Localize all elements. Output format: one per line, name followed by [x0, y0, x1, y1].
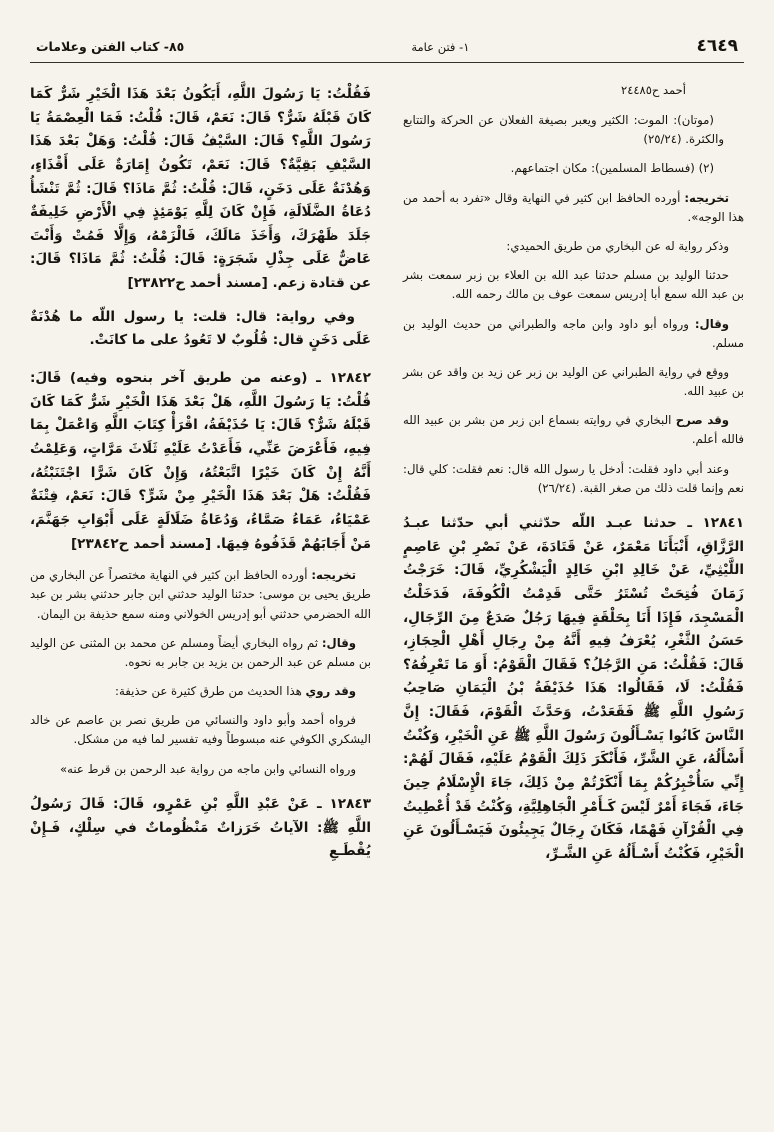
paragraph-lead: تخريجه:	[684, 190, 730, 205]
section-title: ١- فتن عامة	[411, 40, 470, 54]
source-reference	[403, 83, 744, 97]
paragraph-text: ووقع في رواية الطبراني عن الوليد بن زبر عن زيد بن واقد عن بشر بن عبيد الله.	[403, 364, 744, 399]
note-paragraph	[30, 711, 371, 749]
paragraph-text: أحمد ح٢٤٤٨٥	[621, 83, 686, 97]
book-title: ٨٥- كتاب الفتن وعلامات	[36, 39, 185, 54]
paragraph-text: أورده الحافظ ابن كثير في النهاية مختصراً عن البخاري من طريق يحيى بن موسى: حدثنا الوليد حدثني ابن جابر حدثني بشر بن عبد الله الحضرمي حدثني أبو إدريس الخولاني ومنه سمع حذيفة بن اليمان.	[30, 568, 371, 621]
isnad-paragraph	[403, 266, 744, 304]
paragraph-text: فَقُلْتُ: يَا رَسُولَ اللَّهِ، أَيَكُونُ بَعْدَ هَذَا الْخَيْرِ شَرٌّ كَمَا كَانَ قَبْلَهُ شَرٌّ؟ قَالَ: نَعَمْ، قَالَ: قُلْتُ: فَمَا الْعِصْمَةُ يَا رَسُولَ اللَّهِ؟ قَالَ: السَّيْفُ قَالَ: قُلْتُ: وَهَلْ بَعْدَ هَذَا السَّيْفِ بَقِيَّةٌ؟ قَالَ: نَعَمْ، تَكُونُ إِمَارَةٌ عَلَى أَقْذَاءٍ، وَهُدْنَةٌ عَلَى دَخَنٍ، قَالَ: قُلْتُ: ثُمَّ مَاذَا؟ قَالَ: ثُمَّ تَنْشَأُ دُعَاةُ الضَّلَالَةِ، فَإِنْ كَانَ لِلَّهِ يَوْمَئِذٍ فِي الْأَرْضِ خَلِيفَةٌ جَلَدَ ظَهْرَكَ، وَأَخَذَ مَالَكَ، فَالْزَمْهُ، وَإِلَّا فَمُتْ وَأَنْتَ عَاضٌّ عَلَى جِذْلِ شَجَرَةٍ: قَالَ: قُلْتُ: ثُمَّ مَاذَا؟ قَالَ: عن قتادة زعم. [مسند أحمد ح٢٣٨٢٢]	[30, 86, 371, 292]
paragraph-text: (وعنه من طريق آخر بنحوه وفيه) قَالَ: قُلْتُ: يَا رَسُولَ اللَّهِ، هَلْ بَعْدَ هَذَا الْخَيْرِ شَرٌّ كَمَا كَانَ قَبْلَهُ شَرٌّ؟ قَالَ: يَا حُذَيْفَةُ، اقْرَأْ كِتَابَ اللَّهِ وَاعْمَلْ بِمَا فِيهِ، فَأَعْرَضَ عَنِّي، فَأَعَدْتُ عَلَيْهِ ثَلَاثَ مَرَّاتٍ، وَعَلِمْتُ أَنَّهُ إِنْ كَانَ خَيْرًا اتَّبَعْتُهُ، وَإِنْ كَانَ شَرًّا اجْتَنَبْتُهُ، فَقُلْتُ: هَلْ بَعْدَ هَذَا الْخَيْرِ مِنْ شَرٍّ؟ قَالَ: نَعَمْ، فِتْنَةٌ عَمْيَاءُ، عَمَاءُ صَمَّاءُ، وَدُعَاةُ ضَلَالَةٍ عَلَى أَبْوَابِ جَهَنَّمَ، مَنْ أَجَابَهُمْ قَذَفُوهُ فِيهَا. [مسند أحمد ح٢٣٨٤٢]	[30, 370, 371, 552]
hadith-number: ١٢٨٤١ ـ	[687, 515, 744, 531]
paragraph-text: ورواه أبو داود وابن ماجه والطبراني من حديث الوليد بن مسلم.	[403, 316, 744, 350]
paragraph-lead: وقال:	[321, 635, 356, 650]
paragraph-text: حدثنا عبـد اللّه حدّثني أبي حدّثنا عبـدُ الرَّزَّاقِ، أَنْبَأَنَا مَعْمَرٌ، عَنْ قَتَادَةَ، عَنْ نَصْرِ بْنِ عَاصِمٍ اللَّيْثِيِّ، عَنْ خَالِدِ ابْنِ خَالِدٍ الْيَشْكُرِيِّ، قَالَ: خَرَجْتُ زَمَانَ فُتِحَتْ تُسْتَرُ حَتَّى قَدِمْتُ الْكُوفَةَ، فَدَخَلْتُ الْمَسْجِدَ، فَإِذَا أَنَا بِحَلْقَةٍ فِيهَا رَجُلٌ صَدَعٌ مِنَ الرِّجَالِ، حَسَنُ الثَّغْرِ، يُعْرَفُ فِيهِ أَنَّهُ مِنْ رِجَالِ أَهْلِ الْحِجَازِ، قَالَ: فَقُلْتُ: مَنِ الرَّجُلُ؟ فَقَالَ الْقَوْمُ: أَوَ مَا تَعْرِفُهُ؟ فَقُلْتُ: لَا، فَقَالُوا: هَذَا حُذَيْفَةُ بْنُ الْيَمَانِ صَاحِبُ رَسُولِ اللَّهِ ﷺ فَقَعَدْتُ، وَحَدَّثَ الْقَوْمَ، فَقَالَ: إِنَّ النَّاسَ كَانُوا يَسْـأَلُونَ رَسُولَ اللَّهِ ﷺ عَنِ الْخَيْرِ، وَكُنْتُ أَسْأَلُهُ، عَنِ الشَّرِّ، فَأَنْكَرَ ذَلِكَ الْقَوْمُ عَلَيْهِ، فَقَالَ لَهُمْ: إِنِّي سَأُخْبِرُكُمْ بِمَا أَنْكَرْتُمْ مِنْ ذَلِكَ، جَاءَ الْإِسْلَامُ حِينَ جَاءَ، فَجَاءَ أَمْرٌ لَيْسَ كَـأَمْرِ الْجَاهِلِيَّةِ، وَكُنْتُ قَدْ أُعْطِيتُ فِي الْقُرْآنِ فَهْمًا، فَكَانَ رِجَالٌ يَجِيئُونَ فَيَسْـأَلُونَ عَنِ الْخَيْرِ، فَكُنْتُ أَسْـأَلُهُ عَنِ الشَّـرِّ،	[403, 515, 744, 862]
note-paragraph	[30, 634, 371, 672]
paragraph-text: (٢) (فسطاط المسلمين): مكان اجتماعهم.	[510, 161, 714, 176]
paragraph-text: وذكر رواية له عن البخاري من طريق الحميدي:	[506, 238, 729, 253]
paragraph-text: أورده الحافظ ابن كثير في النهاية وقال «تفرد به أحمد من هذا الوجه».	[403, 190, 744, 224]
paragraph-text: فرواه أحمد وأبو داود والنسائي من طريق نصر بن عاصم عن خالد اليشكري الكوفي عنه مبسوطاً وفيه تفسير لما فيه من مشكل.	[30, 713, 371, 747]
page-number: ٤٦٤٩	[696, 36, 738, 56]
hadith-paragraph	[403, 512, 744, 867]
paragraph-lead: وقد روي	[305, 684, 356, 699]
paragraph-text: هذا الحديث من طرق كثيرة عن حذيفة:	[115, 684, 302, 699]
note-paragraph	[403, 411, 744, 449]
hadith-number: ١٢٨٤٢ ـ	[316, 370, 371, 387]
paragraph-text: ورواه النسائي وابن ماجه من رواية عبد الرحمن بن قرط عنه»	[59, 761, 356, 776]
hadith-paragraph	[30, 83, 371, 296]
paragraph-lead: وقال:	[694, 316, 729, 331]
note-paragraph	[403, 460, 744, 498]
paragraph-text: وفي رواية: قال: قلت: يا رسول اللّه ما هُدْنَةٌ عَلَى دَخَنٍ قال: قُلُوبٌ لا تَعُودُ على ما كانَتْ.	[30, 308, 371, 349]
hadith-paragraph	[30, 367, 371, 556]
takhrij-paragraph	[30, 566, 371, 624]
hadith-variant-paragraph	[30, 306, 371, 353]
hadith-paragraph	[30, 793, 371, 864]
paragraph-lead: تخريجه:	[311, 568, 356, 583]
paragraph-lead: وقد صرح	[675, 413, 730, 428]
takhrij-paragraph	[403, 189, 744, 227]
text-column-right	[403, 83, 744, 877]
note-paragraph	[30, 682, 371, 701]
paragraph-text: حدثنا الوليد بن مسلم حدثنا عبد الله بن العلاء بن زبر سمعت بشر بن عبد الله سمع أبا إدريس سمعت عوف بن مالك رحمه الله.	[403, 268, 744, 302]
paragraph-text: (موتان): الموت: الكثير ويعبر بصيغة الفعلان عن الحركة والتتابع والكثرة. (٢٥/٢٤)	[403, 113, 724, 147]
footnote-paragraph	[403, 159, 744, 178]
note-paragraph	[403, 363, 744, 401]
note-paragraph	[30, 760, 371, 779]
paragraph-text: عَنْ عَبْدِ اللَّهِ بْنِ عَمْرٍو، قَالَ: قَالَ رَسُولُ اللَّهِ ﷺ: الآياتُ خَرَزاتٌ مَنْظُوماتٌ في سِلْكٍ، فَـإِنْ يُقْطَـعِ	[30, 795, 371, 860]
footnote-paragraph	[403, 111, 744, 149]
text-column-left	[30, 83, 371, 877]
paragraph-text: وعند أبي داود فقلت: أدخل يا رسول الله قال: نعم فقلت: كلي قال: نعم وإنما قلت ذلك من صغر القبة. (٢٦/٢٤)	[403, 461, 744, 495]
hadith-number: ١٢٨٤٣ ـ	[316, 795, 371, 812]
paragraph-text: ثم رواه البخاري أيضاً ومسلم عن محمد بن المثنى عن الوليد بن مسلم عن عبد الرحمن بن يزيد بن جابر به نحوه.	[30, 635, 371, 669]
text-columns	[30, 63, 744, 877]
note-paragraph	[403, 237, 744, 256]
note-paragraph	[403, 315, 744, 353]
page-header	[30, 36, 744, 63]
paragraph-text: البخاري في روايته بسماع ابن زبر من بشر بن عبيد الله فالله أعلم.	[403, 413, 744, 447]
